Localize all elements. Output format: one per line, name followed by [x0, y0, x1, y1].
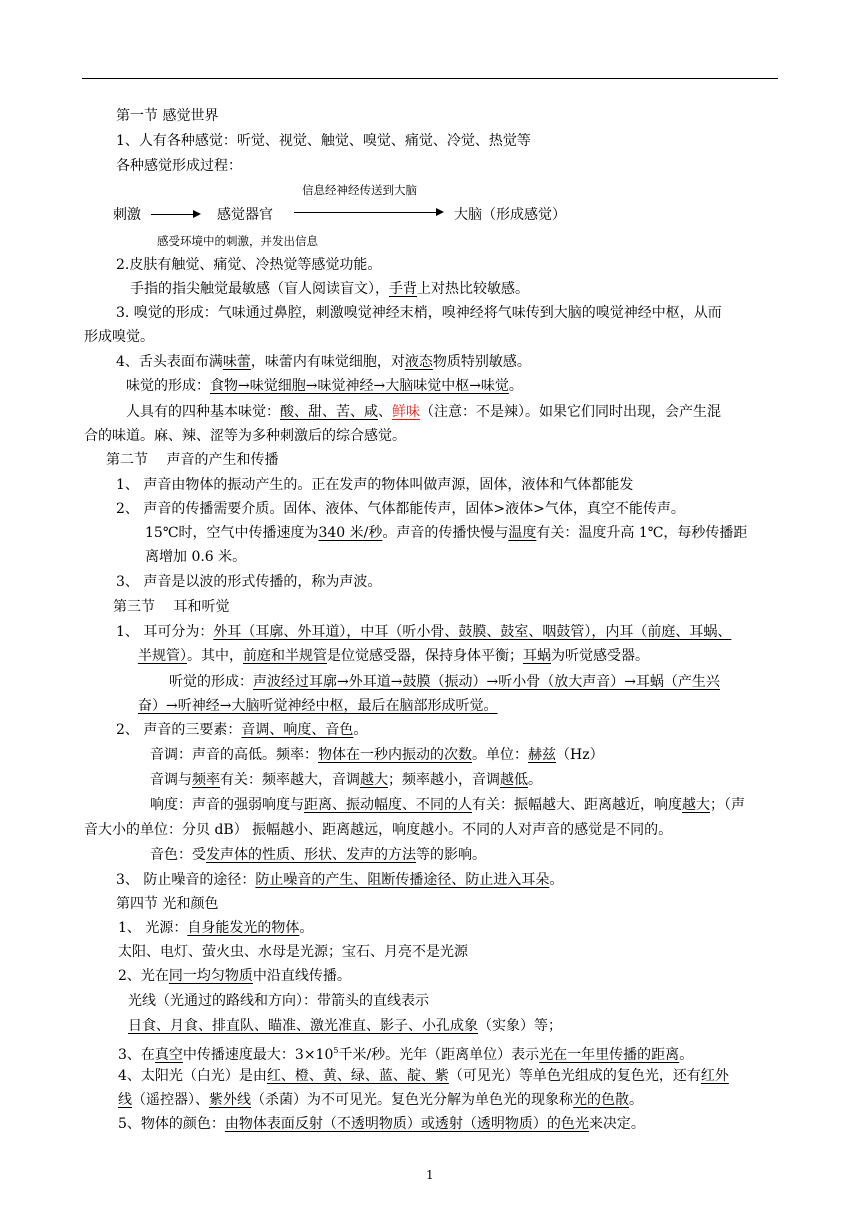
- diagram-organ: 感觉器官: [217, 207, 273, 223]
- s3-ear-parts: 1、 耳可分为：外耳（耳廓、外耳道），中耳（听小骨、鼓膜、鼓室、咽鼓管），内耳（前庭、耳蜗、: [116, 624, 732, 640]
- diagram-arrow-1: [151, 214, 199, 215]
- s1-basic-tastes-cont: 合的味道。麻、辣、涩等为多种刺激后的综合感觉。: [84, 428, 406, 444]
- s1-para-4: 4、舌头表面布满味蕾，味蕾内有味觉细胞，对液态物质特别敏感。: [116, 354, 531, 370]
- s1-line-2: 各种感觉形成过程：: [116, 158, 242, 174]
- header-rule: [82, 78, 778, 79]
- s3-ear-parts-cont: 半规管）。其中，前庭和半规管是位觉感受器，保持身体平衡；耳蜗为听觉感受器。: [138, 648, 649, 664]
- section-4-title: 第四节 光和颜色: [116, 896, 219, 912]
- s2-line-3b: 离增加 0.6 米。: [145, 549, 247, 565]
- s2-line-4: 3、 声音是以波的形式传播的，称为声波。: [116, 574, 382, 590]
- s4-object-color: 5、物体的颜色：由物体表面反射（不透明物质）或透射（透明物质）的色光来决定。: [118, 1116, 645, 1132]
- s3-pitch: 音调：声音的高低。频率：物体在一秒内振动的次数。单位：赫兹（Hz）: [150, 747, 604, 763]
- s4-light-source: 1、 光源：自身能发光的物体。: [118, 920, 314, 936]
- diagram-bottom-label: 感受环境中的刺激，并发出信息: [157, 234, 318, 248]
- s3-timbre: 音色：受发声体的性质、形状、发声的方法等的影响。: [150, 847, 486, 863]
- s3-pitch-frequency: 音调与频率有关：频率越大，音调越大；频率越小，音调越低。: [150, 772, 542, 788]
- s4-sources-list: 太阳、电灯、萤火虫、水母是光源；宝石、月亮不是光源: [118, 944, 468, 960]
- page-number: 1: [426, 1168, 434, 1182]
- s2-line-3: 15℃时，空气中传播速度为340 米/秒。声音的传播快慢与温度有关：温度升高 1℃，每秒传播距: [145, 525, 748, 541]
- s1-para-2: 2.皮肤有触觉、痛觉、冷热觉等感觉功能。: [116, 257, 382, 273]
- s1-para-3b: 形成嗅觉。: [84, 329, 154, 345]
- s2-line-2: 2、 声音的传播需要介质。固体、液体、气体都能传声，固体>液体>气体，真空不能传声。: [116, 501, 685, 517]
- s1-taste-formation: 味觉的形成：食物→味觉细胞→味觉神经→大脑味觉中枢→味觉。: [126, 378, 523, 394]
- s3-hearing: 听觉的形成：声波经过耳廓→外耳道→鼓膜（振动）→听小骨（放大声音）→耳蜗（产生兴: [169, 674, 720, 690]
- diagram-brain: 大脑（形成感觉）: [454, 207, 566, 223]
- s4-sunlight-cont: 线（遥控器）、紫外线（杀菌）为不可见光。复色光分解为单色光的现象称光的色散。: [118, 1092, 643, 1108]
- diagram-arrow-2: [294, 212, 442, 213]
- s4-examples: 日食、月食、排直队、瞄准、激光准直、影子、小孔成象（实象）等；: [128, 1018, 562, 1034]
- s1-para-3a: 3. 嗅觉的形成：气味通过鼻腔，刺激嗅觉神经末梢，嗅神经将气味传到大脑的嗅觉神经中枢，从而: [116, 305, 722, 321]
- s3-loudness-cont: 音大小的单位：分贝 dB） 振幅越小、距离越远，响度越小。不同的人对声音的感觉是不同的。: [84, 822, 673, 838]
- s3-noise: 3、 防止噪音的途径：防止噪音的产生、阻断传播途径、防止进入耳朵。: [116, 872, 564, 888]
- s4-straight-line: 2、光在同一均匀物质中沿直线传播。: [118, 968, 351, 984]
- s2-line-1: 1、 声音由物体的振动产生的。正在发声的物体叫做声源，固体，液体和气体都能发: [116, 477, 634, 493]
- section-2-title: 第二节 声音的产生和传播: [106, 452, 279, 468]
- s1-line-1: 1、人有各种感觉：听觉、视觉、触觉、嗅觉、痛觉、冷觉、热觉等: [116, 133, 531, 149]
- s4-sunlight: 4、太阳光（白光）是由红、橙、黄、绿、蓝、靛、紫（可见光）等单色光组成的复色光，还有红外: [118, 1068, 729, 1084]
- diagram-top-label: 信息经神经传送到大脑: [302, 183, 417, 197]
- section-1-title: 第一节 感觉世界: [116, 108, 219, 124]
- diagram-stimulus: 刺激: [113, 207, 141, 223]
- s3-loudness: 响度：声音的强弱响度与距离、振动幅度、不同的人有关：振幅越大、距离越近，响度越大；（声: [150, 797, 745, 813]
- s4-ray: 光线（光通过的路线和方向）：带箭头的直线表示: [128, 993, 429, 1009]
- s4-speed: 3、在真空中传播速度最大：$3\times 10^5$千米/秒。光年（距离单位）表示光在一年里传播的距离。: [118, 1046, 694, 1063]
- section-3-title: 第三节 耳和听觉: [113, 599, 230, 615]
- s3-hearing-cont: 奋）→听神经→大脑听觉神经中枢，最后在脑部形成听觉。: [138, 698, 498, 714]
- s3-three-elements: 2、 声音的三要素：音调、响度、音色。: [116, 722, 368, 738]
- s1-para-2b: 手指的指尖触觉最敏感（盲人阅读盲文），手背上对热比较敏感。: [130, 281, 529, 297]
- s1-basic-tastes: 人具有的四种基本味觉：酸、甜、苦、咸、鲜味（注意：不是辣）。如果它们同时出现，会产生混: [126, 404, 721, 420]
